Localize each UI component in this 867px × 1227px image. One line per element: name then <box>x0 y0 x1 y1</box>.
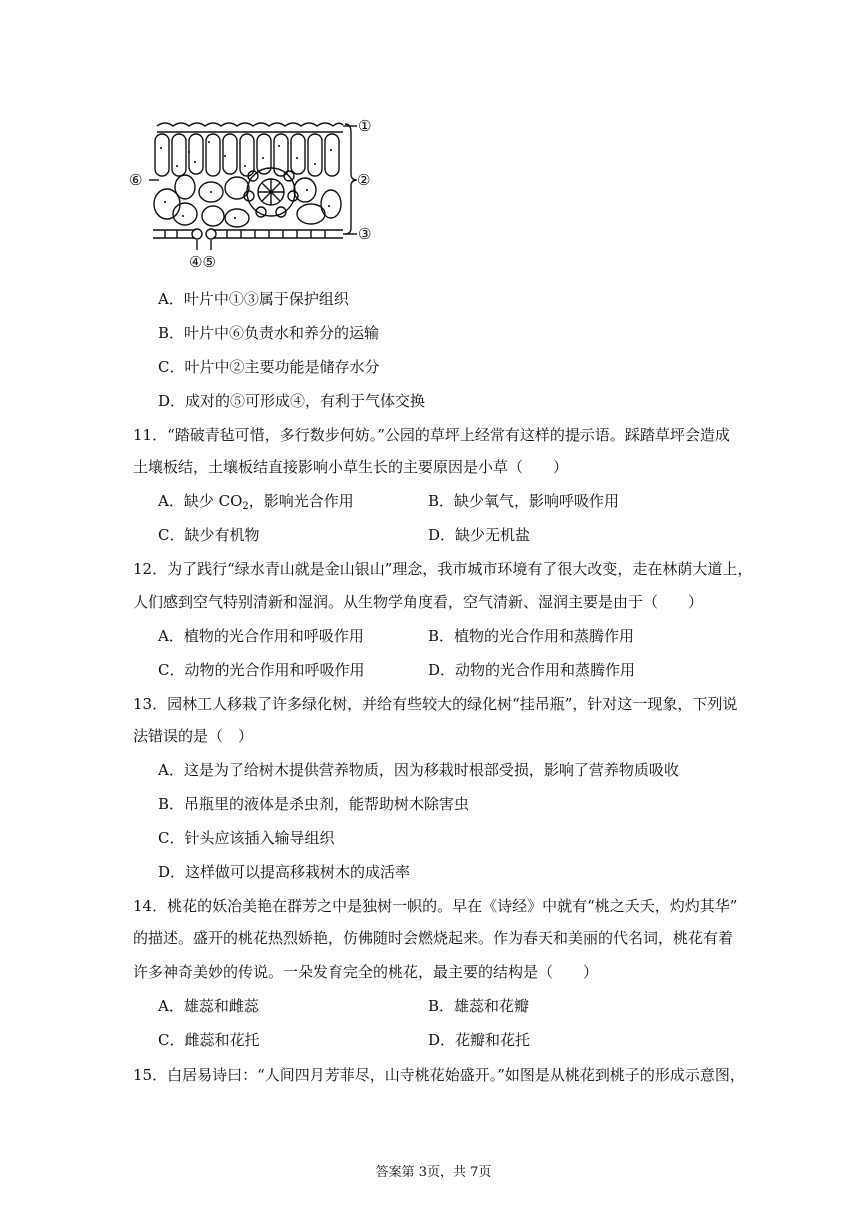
q13-option-c: C．针头应该插入输导组织 <box>158 829 335 847</box>
q14-stem-line1: 14．桃花的妖冶美艳在群芳之中是独树一帜的。早在《诗经》中就有“桃之夭夭，灼灼其华” <box>133 897 738 915</box>
q11-option-a-sub: 2 <box>242 501 249 512</box>
q13-stem-line2: 法错误的是（ ） <box>133 727 254 745</box>
q11-option-b: B．缺少氧气，影响呼吸作用 <box>428 492 620 510</box>
q12-option-b: B．植物的光合作用和蒸腾作用 <box>428 627 635 645</box>
q14-stem-line3: 许多神奇美妙的传说。一朵发育完全的桃花，最主要的结构是（ ） <box>133 963 599 981</box>
q12-stem-line1: 12．为了践行“绿水青山就是金山银山”理念，我市城市环境有了很大改变，走在林荫大道上， <box>133 560 753 578</box>
q13-option-b: B．吊瓶里的液体是杀虫剂，能帮助树木除害虫 <box>158 795 470 813</box>
q14-option-c: C．雌蕊和花托 <box>158 1031 260 1049</box>
q11-option-d: D．缺少无机盐 <box>428 526 531 544</box>
q11-stem-line1: 11．“踏破青毡可惜，多行数步何妨。”公园的草坪上经常有这样的提示语。踩踏草坪会造成 <box>133 426 730 444</box>
leaf-cross-section-figure <box>125 112 385 277</box>
q14-option-d: D．花瓣和花托 <box>428 1031 531 1049</box>
upper-epidermis <box>157 123 343 126</box>
figure-label-3: ③ <box>358 225 372 243</box>
q11-option-a-pre: A．缺少 CO <box>158 492 243 510</box>
figure-label-1: ① <box>358 117 372 135</box>
q14-option-b: B．雄蕊和花瓣 <box>428 997 530 1015</box>
leaf-diagram <box>125 112 385 277</box>
guard-cell <box>206 229 216 239</box>
q11-option-a-post: ，影响光合作用 <box>248 492 354 510</box>
q10-option-c: C．叶片中②主要功能是储存水分 <box>158 358 380 376</box>
q12-option-d: D．动物的光合作用和蒸腾作用 <box>428 661 636 679</box>
q12-option-a: A．植物的光合作用和呼吸作用 <box>158 627 364 645</box>
q12-option-c: C．动物的光合作用和呼吸作用 <box>158 661 365 679</box>
q10-option-a: A．叶片中①③属于保护组织 <box>158 290 349 308</box>
figure-label-6: ⑥ <box>129 171 143 189</box>
page-footer: 答案第 3页，共 7页 <box>375 1165 492 1180</box>
q10-option-b: B．叶片中⑥负责水和养分的运输 <box>158 324 380 342</box>
q11-stem-line2: 土壤板结，土壤板结直接影响小草生长的主要原因是小草（ ） <box>133 458 569 476</box>
figure-label-2: ② <box>357 171 371 189</box>
q11-option-a <box>158 491 354 511</box>
q14-stem-line2: 的描述。盛开的桃花热烈娇艳，仿佛随时会燃烧起来。作为春天和美丽的代名词，桃花有着 <box>133 929 734 947</box>
q13-option-d: D．这样做可以提高移栽树木的成活率 <box>158 863 411 881</box>
q15-stem-line1: 15．白居易诗曰：“人间四月芳菲尽，山寺桃花始盛开。”如图是从桃花到桃子的形成示意图， <box>133 1066 745 1084</box>
q14-option-a: A．雄蕊和雌蕊 <box>158 997 259 1015</box>
q11-option-c: C．缺少有机物 <box>158 526 260 544</box>
figure-label-4-5: ④⑤ <box>189 253 216 271</box>
q10-option-d: D．成对的⑤可形成④，有利于气体交换 <box>158 392 426 410</box>
q13-option-a: A．这是为了给树木提供营养物质，因为移栽时根部受损，影响了营养物质吸收 <box>158 761 679 779</box>
q12-stem-line2: 人们感到空气特别清新和湿润。从生物学角度看，空气清新、湿润主要是由于（ ） <box>133 593 704 611</box>
q13-stem-line1: 13．园林工人移栽了许多绿化树，并给有些较大的绿化树“挂吊瓶”，针对这一现象，下列说 <box>133 695 738 713</box>
guard-cell <box>192 229 202 239</box>
